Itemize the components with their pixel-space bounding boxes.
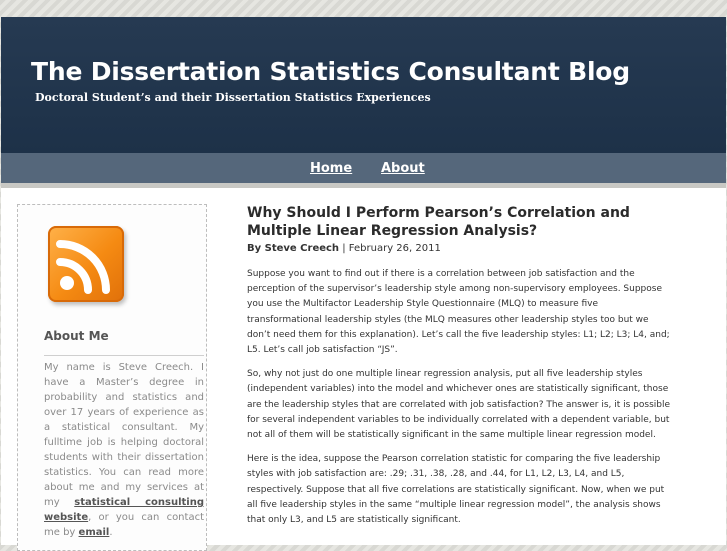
content-area	[1, 188, 726, 545]
post-paragraph: Here is the idea, suppose the Pearson correlation statistic for comparing the five leadership styles with job satisfaction are: .29; .31, .38, .28, and .44, for L1, L2, L3, L4, and L5, respectively. Suppose that all five correlations are statistically significant. Now, when we put all five leadership styles in the same “multiple linear regression model”, the analysis shows that only L3, and L5 are statistically significant.	[247, 454, 665, 526]
site-tagline: Doctoral Student’s and their Dissertation Statistics Experiences	[35, 91, 431, 104]
email-link[interactable]: email	[78, 527, 110, 538]
byline-separator: |	[339, 243, 349, 254]
site-title[interactable]: The Dissertation Statistics Consultant Blog	[31, 57, 630, 86]
about-text-part-3: .	[109, 527, 113, 538]
post-date: February 26, 2011	[348, 243, 441, 254]
about-divider	[44, 355, 204, 356]
about-text-part-2: , or you can contact me by	[44, 512, 204, 538]
nav-home-link[interactable]: Home	[310, 161, 353, 176]
post-title[interactable]: Why Should I Perform Pearson’s Correlation and Multiple Linear Regression Analysis?	[247, 205, 630, 239]
blog-post	[247, 204, 671, 537]
site-header	[1, 17, 726, 153]
byline-prefix: By	[247, 243, 265, 254]
post-author: Steve Creech	[264, 243, 340, 254]
nav-about-link[interactable]: About	[381, 161, 425, 176]
post-paragraph: Suppose you want to find out if there is a correlation between job satisfaction and the perception of the supervisor’s leadership style among non-supervisory employees. Suppose you use the Multifactor Leadership Style Questionnaire (MLQ) to measure five transformational leadership styles (the MLQ measures other leadership styles too but we don’t need them for this explanation). Let’s call the five leadership styles: L1; L2; L3; L4, and; L5. Let’s call job satisfaction “JS”.	[247, 269, 670, 356]
about-text-part-1: My name is Steve Creech. I have a Master’s degree in probability and statistics and over 17 years of experience as a statistical consultant. My fulltime job is helping doctoral students with their dissertation statistics. You can read more about me and my services at my	[44, 362, 204, 508]
background-stripe	[0, 0, 727, 17]
post-byline	[247, 242, 671, 256]
rss-waves-icon	[48, 226, 124, 302]
rss-feed-icon[interactable]	[48, 226, 124, 302]
main-nav	[1, 153, 726, 183]
post-body	[247, 267, 671, 528]
post-paragraph: So, why not just do one multiple linear regression analysis, put all five leadership styles (independent variables) into the model and whichever ones are statistically significant, those are the leadership styles that are correlated with job satisfaction? The answer is, it is possible for several independent variables to be individually correlated with a dependent variable, but not all of them will be statistically significant in the same multiple linear regression model.	[247, 369, 671, 441]
sidebar	[17, 204, 207, 551]
consulting-website-link[interactable]: statistical consulting website	[44, 497, 204, 523]
about-me-text	[44, 360, 204, 540]
about-me-heading: About Me	[44, 329, 109, 343]
